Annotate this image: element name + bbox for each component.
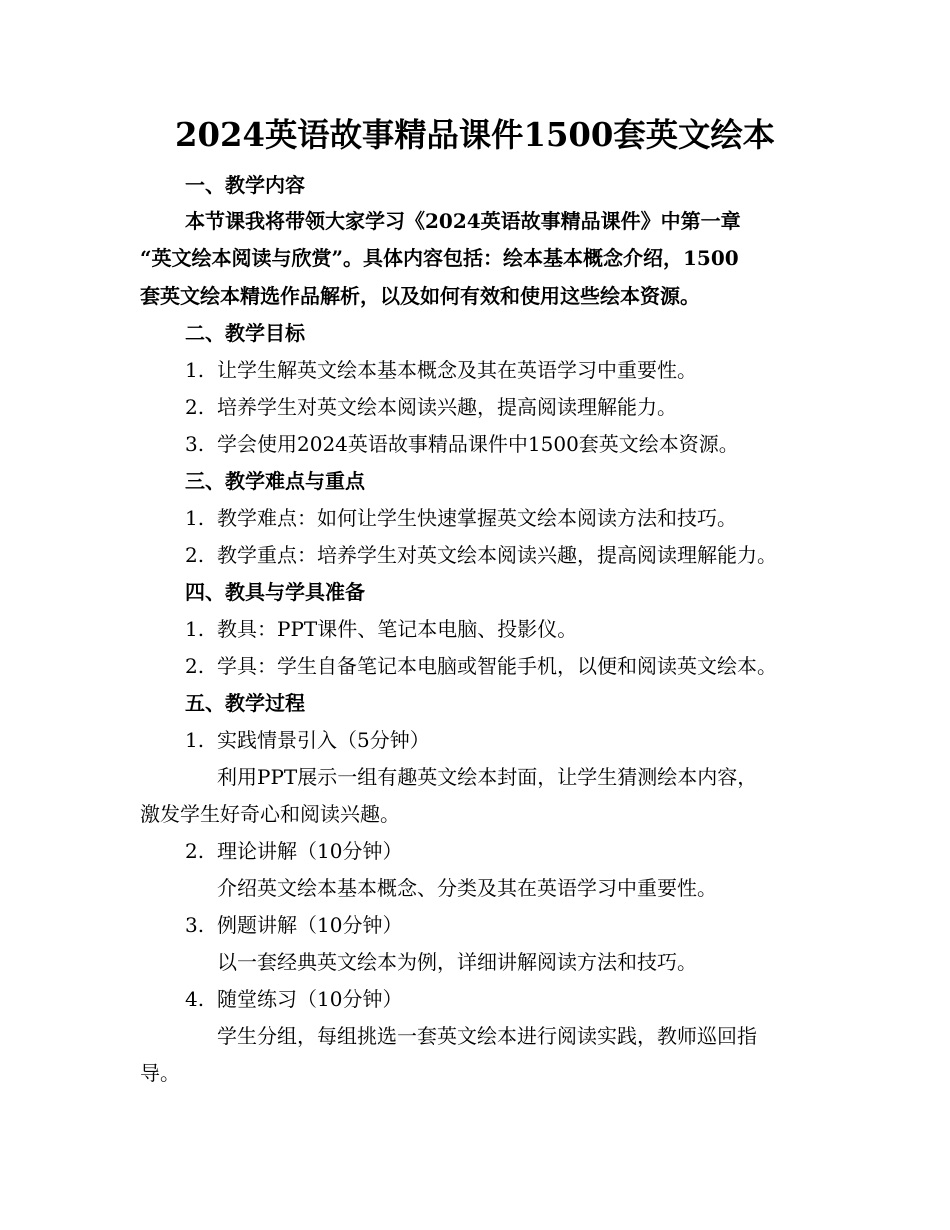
list-item-number: 1. — [185, 728, 205, 752]
list-item-number: 2. — [185, 839, 205, 863]
paragraph-line: 本节课我将带领大家学习《2024英语故事精品课件》中第一章 — [185, 209, 741, 233]
step-description-line: 激发学生好奇心和阅读兴趣。 — [140, 802, 400, 826]
list-item-text: 教学重点：培养学生对英文绘本阅读兴趣，提高阅读理解能力。 — [217, 543, 777, 567]
step-description-line: 导。 — [140, 1061, 180, 1085]
list-item-text: 理论讲解（10分钟） — [217, 839, 403, 863]
list-item-text: 随堂练习（10分钟） — [217, 987, 403, 1011]
paragraph-line: “英文绘本阅读与欣赏”。具体内容包括：绘本基本概念介绍，1500 — [140, 246, 739, 270]
section-heading-teaching-content: 一、教学内容 — [185, 173, 305, 197]
list-item-number: 2. — [185, 543, 205, 567]
list-item-text: 实践情景引入（5分钟） — [217, 728, 430, 752]
list-item-number: 2. — [185, 654, 205, 678]
list-item-number: 1. — [185, 358, 205, 382]
list-item-number: 1. — [185, 506, 205, 530]
list-item-text: 教具：PPT课件、笔记本电脑、投影仪。 — [217, 617, 578, 641]
list-item-text: 教学难点：如何让学生快速掌握英文绘本阅读方法和技巧。 — [217, 506, 737, 530]
step-description-line: 学生分组，每组挑选一套英文绘本进行阅读实践，教师巡回指 — [217, 1024, 757, 1048]
list-item-number: 3. — [185, 913, 205, 937]
list-item-number: 1. — [185, 617, 205, 641]
list-item-number: 3. — [185, 432, 205, 456]
section-heading-difficulties: 三、教学难点与重点 — [185, 469, 365, 493]
paragraph-line: 套英文绘本精选作品解析，以及如何有效和使用这些绘本资源。 — [140, 284, 700, 308]
section-heading-teaching-goals: 二、教学目标 — [185, 321, 305, 345]
section-heading-materials: 四、教具与学具准备 — [185, 580, 365, 604]
list-item-text: 让学生解英文绘本基本概念及其在英语学习中重要性。 — [217, 358, 697, 382]
step-description-line: 介绍英文绘本基本概念、分类及其在英语学习中重要性。 — [217, 876, 717, 900]
list-item-text: 例题讲解（10分钟） — [217, 913, 403, 937]
document-title: 2024英语故事精品课件1500套英文绘本 — [175, 116, 775, 154]
list-item-number: 4. — [185, 987, 205, 1011]
list-item-text: 学会使用2024英语故事精品课件中1500套英文绘本资源。 — [217, 432, 739, 456]
step-description-line: 以一套经典英文绘本为例，详细讲解阅读方法和技巧。 — [217, 950, 697, 974]
section-heading-process: 五、教学过程 — [185, 691, 305, 715]
list-item-text: 学具：学生自备笔记本电脑或智能手机，以便和阅读英文绘本。 — [217, 654, 777, 678]
step-description-line: 利用PPT展示一组有趣英文绘本封面，让学生猜测绘本内容， — [217, 765, 758, 789]
list-item-number: 2. — [185, 395, 205, 419]
list-item-text: 培养学生对英文绘本阅读兴趣，提高阅读理解能力。 — [217, 395, 677, 419]
